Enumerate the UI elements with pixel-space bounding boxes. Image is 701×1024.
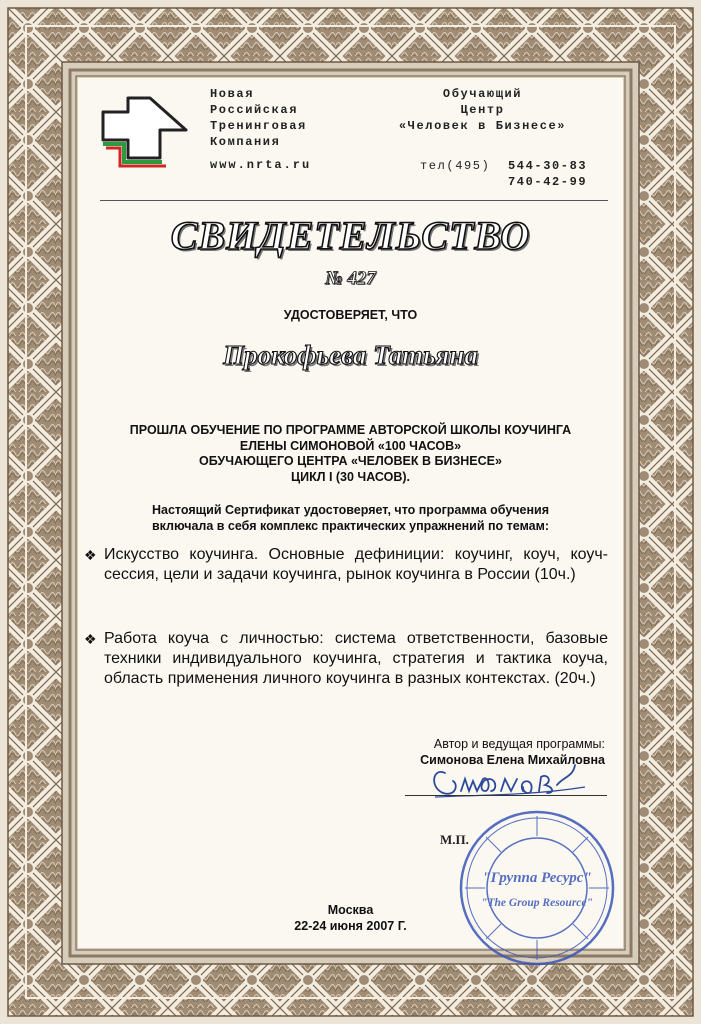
issue-city: Москва — [327, 903, 374, 917]
seal-text: "The Group Resource" — [481, 897, 593, 909]
program-line: ЕЛЕНЫ СИМОНОВОЙ «100 ЧАСОВ» — [239, 438, 462, 453]
intro-line: включала в себя комплекс практических упражнений по темам: — [151, 518, 550, 533]
org-line: Обучающий — [442, 87, 523, 101]
program-line: ОБУЧАЮЩЕГО ЦЕНТРА «ЧЕЛОВЕК В БИЗНЕСЕ» — [199, 454, 502, 468]
topic-text: Искусство коучинга. Основные дефиниции: коучинг, коуч, коуч-сессия, цели и задачи коучинга, рынок коучинга в России (10ч.) — [104, 546, 608, 583]
org-name-left — [210, 86, 307, 150]
issue-place-date — [78, 902, 623, 934]
website: www.nrta.ru — [210, 158, 312, 172]
org-line: Новая — [210, 87, 255, 101]
topic-item — [84, 629, 608, 689]
phone-block — [420, 158, 608, 190]
program-description — [78, 423, 623, 485]
diamond-bullet-icon: ❖ — [84, 631, 97, 647]
issue-date: 22-24 июня 2007 Г. — [294, 919, 407, 933]
certifies-text: УДОСТОВЕРЯЕТ, ЧТО — [283, 308, 418, 322]
program-line: ЦИКЛ I (30 ЧАСОВ). — [290, 469, 411, 484]
org-line: Центр — [460, 103, 505, 117]
header-divider — [100, 200, 608, 201]
phone-label: тел(495) — [420, 159, 491, 173]
topic-item — [84, 545, 608, 585]
org-line: Тренинговая — [210, 119, 307, 133]
topic-text: Работа коуча с личностью: система ответственности, базовые техники индивидуального коучинга, стратегия и тактика коуча, область применения личного коучинга в разных контекстах. (20ч.) — [104, 630, 608, 687]
certificate-number: № 427 — [325, 268, 376, 289]
intro-line: Настоящий Сертификат удостоверяет, что программа обучения — [151, 503, 550, 517]
phone-number: 544-30-83 — [508, 159, 588, 173]
program-line: ПРОШЛА ОБУЧЕНИЕ ПО ПРОГРАММЕ АВТОРСКОЙ ШКОЛЫ КОУЧИНГА — [129, 423, 572, 437]
phone-number: 740-42-99 — [508, 175, 588, 189]
org-line: Российская — [210, 103, 299, 117]
org-name-right — [365, 86, 600, 134]
author-role: Автор и ведущая программы: — [433, 737, 605, 751]
stamp-place-label: М.П. — [440, 832, 469, 847]
author-name: Симонова Елена Михайловна — [420, 753, 605, 767]
certificate-title: СВИДЕТЕЛЬСТВО — [170, 213, 531, 258]
nrtc-logo-icon — [98, 88, 193, 168]
company-seal — [457, 808, 617, 968]
seal-text: "Группа Ресурс" — [482, 870, 592, 886]
diamond-bullet-icon: ❖ — [84, 547, 97, 563]
org-line: «Человек в Бизнесе» — [398, 119, 567, 133]
recipient-name: Прокофьева Татьяна — [223, 340, 478, 370]
certificate-intro — [78, 503, 623, 534]
org-line: Компания — [210, 135, 281, 149]
signature-line — [405, 795, 607, 796]
